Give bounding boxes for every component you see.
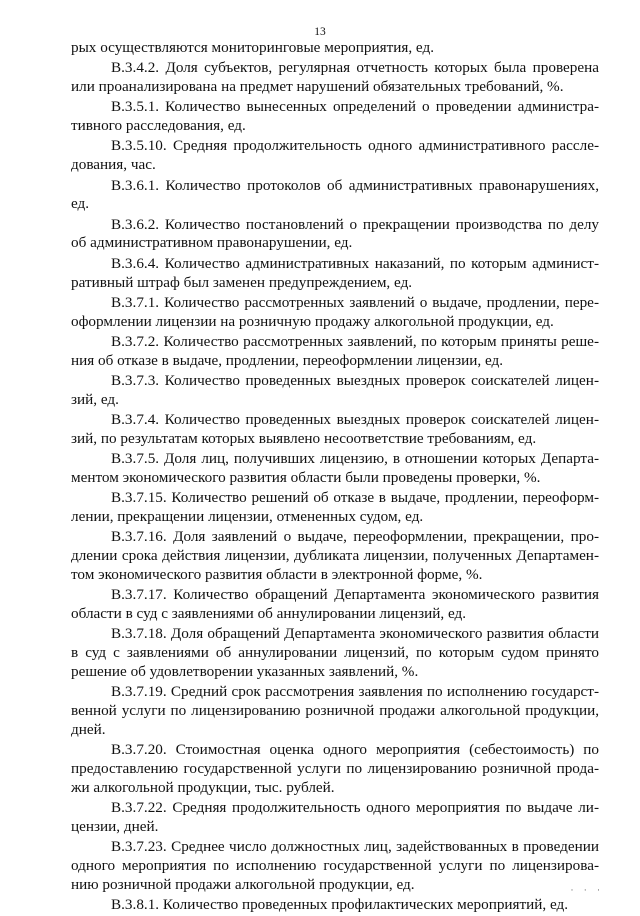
paragraph-v-3-8-1: В.3.8.1. Количество проведенных профилактических мероприятий, ед. (111, 896, 569, 914)
document-body (71, 39, 599, 916)
paragraph-v-3-7-23: В.3.7.23. Среднее число должностных лиц, задействованных в проведении одного мероприятия по исполнению государственной услуги по лицензированию розничной продажи алкогольной продукции, ед. (71, 838, 599, 893)
footer-marks: · · · (570, 885, 604, 895)
paragraph-v-3-7-15: В.3.7.15. Количество решений об отказе в выдаче, продлении, переоформлении, прекращении лицензии, отмененных судом, ед. (71, 489, 599, 526)
paragraph-v-3-7-5: В.3.7.5. Доля лиц, получивших лицензию, в отношении которых Департаментом экономического развития области были проведены проверки, %. (71, 450, 599, 487)
paragraph-v-3-7-19: В.3.7.19. Средний срок рассмотрения заявления по исполнению государственной услуги по лицензированию розничной продажи алкогольной продукции, дней. (71, 683, 599, 738)
paragraph-v-3-7-22: В.3.7.22. Средняя продолжительность одного мероприятия по выдаче лицензии, дней. (71, 799, 599, 835)
paragraph-v-3-7-16: В.3.7.16. Доля заявлений о выдаче, переоформлении, прекращении, продлении срока действия лицензии, дубликата лицензии, полученных Департаментом экономического развития области в электронной форме, %. (71, 528, 599, 584)
paragraph-v-3-4-2: В.3.4.2. Доля субъектов, регулярная отчетность которых была проверена или проанализирована на предмет нарушений обязательных требований, %. (71, 59, 599, 96)
paragraph-v-3-6-4: В.3.6.4. Количество административных наказаний, по которым административный штраф был заменен предупреждением, ед. (71, 254, 599, 291)
paragraph-v-3-5-10: В.3.5.10. Средняя продолжительность одного административного расследования, час. (71, 137, 599, 174)
paragraph-v-3-7-18: В.3.7.18. Доля обращений Департамента экономического развития области в суд с заявлениями об аннулировании лицензий, по которым судом принято решение об удовлетворении указанных заявлений, %. (71, 625, 599, 680)
paragraph-v-3-6-2: В.3.6.2. Количество постановлений о прекращении производства по делу об административном правонарушении, ед. (71, 215, 599, 252)
paragraph-v-3-7-20: В.3.7.20. Стоимостная оценка одного мероприятия (себестоимость) по предоставлению государственной услуги по лицензированию розничной продажи алкогольной продукции, тыс. рублей. (71, 741, 599, 796)
paragraph-v-3-7-17: В.3.7.17. Количество обращений Департамента экономического развития области в суд с заявлениями об аннулировании лицензий, ед. (71, 586, 599, 623)
paragraph-v-3-6-1: В.3.6.1. Количество протоколов об административных правонарушениях, ед. (71, 176, 599, 213)
paragraph-continuation: рых осуществляются мониторинговые мероприятия, ед. (71, 39, 434, 56)
page-number: 13 (314, 26, 326, 38)
paragraph-v-3-7-3: В.3.7.3. Количество проведенных выездных проверок соискателей лицензий, ед. (71, 372, 599, 408)
paragraph-v-3-7-4: В.3.7.4. Количество проведенных выездных проверок соискателей лицензий, по результатам которых выявлено несоответствие требованиям, ед. (71, 411, 599, 447)
paragraph-v-3-7-1: В.3.7.1. Количество рассмотренных заявлений о выдаче, продлении, переоформлении лицензии на розничную продажу алкогольной продукции, ед. (71, 293, 599, 330)
paragraph-v-3-7-2: В.3.7.2. Количество рассмотренных заявлений, по которым приняты решения об отказе в выдаче, продлении, переоформлении лицензии, ед. (71, 332, 599, 369)
paragraph-v-3-5-1: В.3.5.1. Количество вынесенных определений о проведении административного расследования, ед. (71, 98, 599, 135)
